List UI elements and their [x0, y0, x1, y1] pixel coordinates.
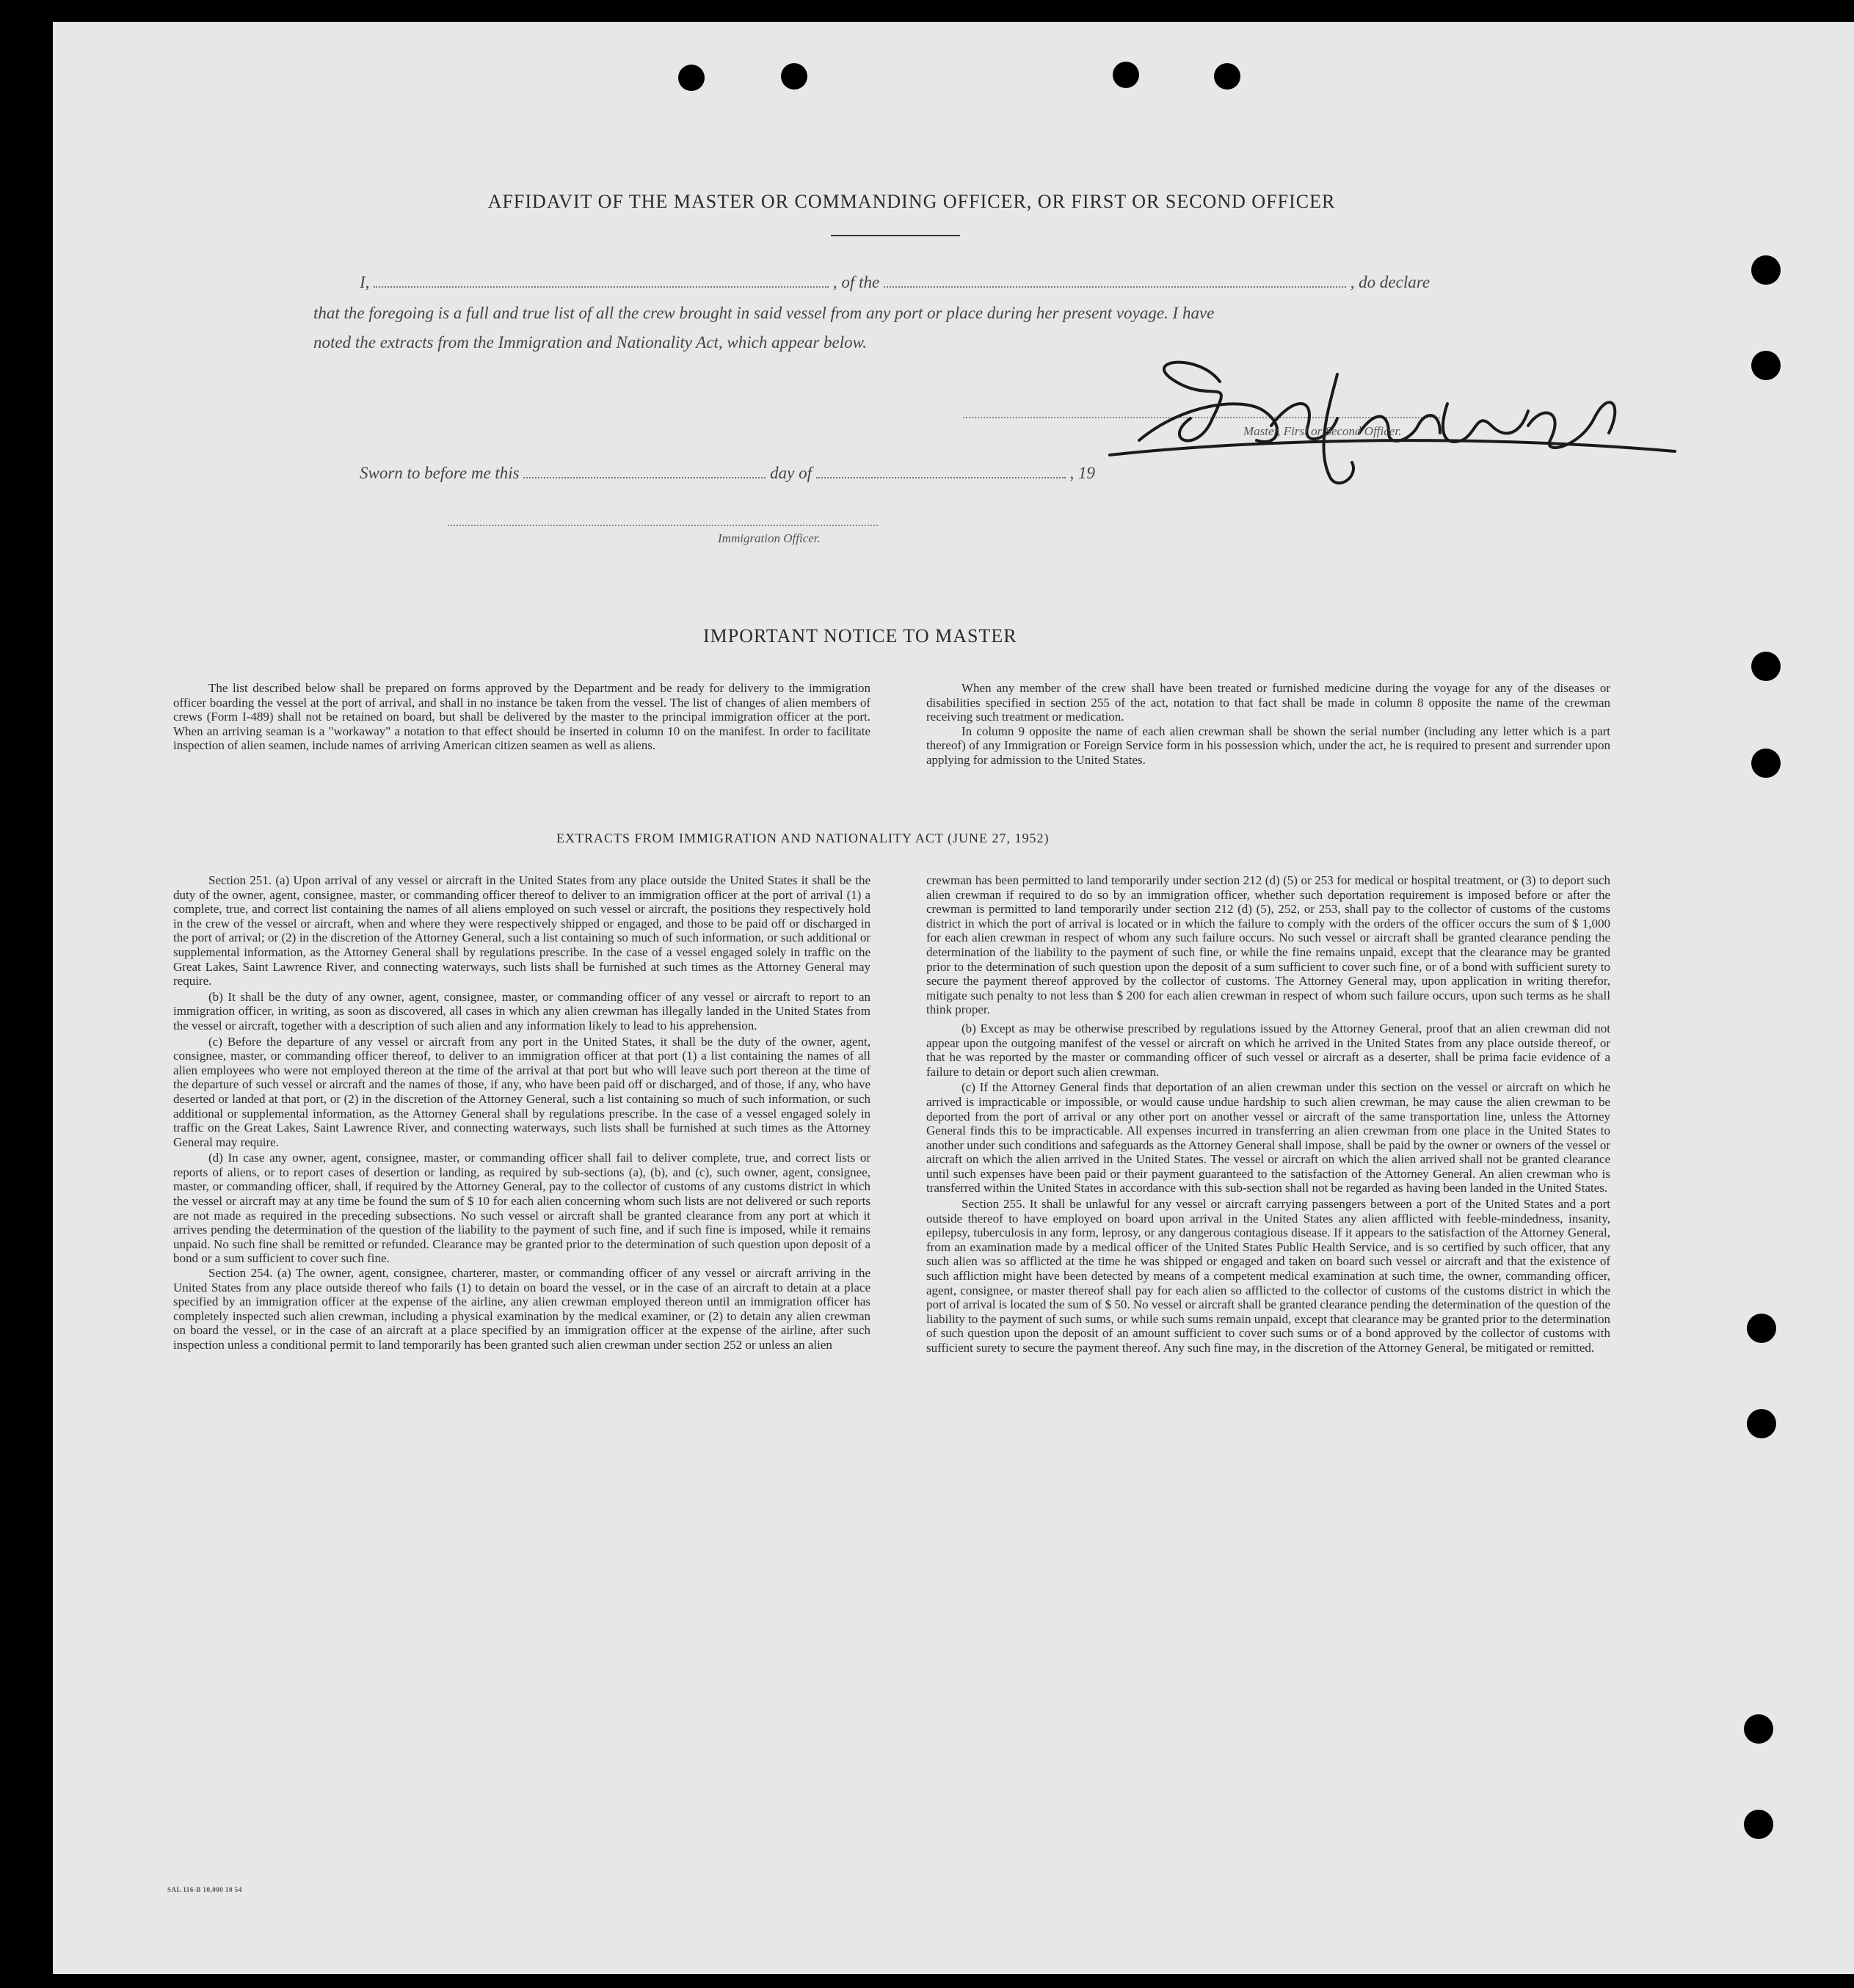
extract-paragraph: Section 254. (a) The owner, agent, consignee, charterer, master, or commanding officer of any vessel or aircraft arriving in the United States from any place outside thereof who fails (1) to detain on board the vessel, or in the case of an aircraft to detain at a place specified by an immigration officer at the expense of the airline, any alien crewman employed thereon until an immigration officer has completely inspected such alien crewman, including a physical examination by the medical examiner, or (2) to detain any alien crewman on board the vessel, or in the case of an aircraft at a place specified by an immigration officer at the expense of the airline, after such inspection unless a conditional permit to land temporarily has been granted such alien crewman under section 252 or unless an alien [173, 1266, 870, 1352]
extract-paragraph: Section 255. It shall be unlawful for any vessel or aircraft carrying passengers between a port of the United States and a port outside thereof to have employed on board upon arrival in the United States any alien afflicted with feeble-mindedness, insanity, epilepsy, tuberculosis in any form, leprosy, or any dangerous contagious disease. If it appears to the satisfaction of the Attorney General, from an examination made by a medical officer of the United States Public Health Service, and is so certified by such officer, that any such alien was so afflicted at the time he was shipped or engaged and taken on board such vessel or aircraft and that the existence of such affliction might have been detected by means of a competent medical examination at such time, the owner, commanding officer, agent, consignee, or master thereof shall pay for each alien so afflicted to the collector of customs of the customs district in which the port of arrival is located the sum of $ 50. No vessel or aircraft shall be granted clearance pending the determination of the question of the liability to the payment of such sums, or while such sums remain unpaid, except that clearance may be granted prior to the determination of such question upon the deposit of an amount sufficient to cover such sums or of a bond approved by the collector of customs with sufficient surety to secure the payment thereof. Any such fine may, in the discretion of the Attorney General, be mitigated or remitted. [926, 1197, 1610, 1355]
affidavit-line-2: that the foregoing is a full and true list of all the crew brought in said vessel from any port or place during her present voyage. I have [313, 304, 1215, 322]
of-the-label: , of the [832, 273, 880, 291]
affidavit-title: AFFIDAVIT OF THE MASTER OR COMMANDING OFFICER, OR FIRST OR SECOND OFFICER [487, 191, 1336, 212]
affidavit-line-3: noted the extracts from the Immigration and Nationality Act, which appear below. [313, 333, 868, 352]
i-label: I, [360, 273, 370, 291]
signature-caption: Master, First or Second Officer. [1243, 424, 1402, 438]
punch-hole [1751, 749, 1781, 778]
document-page [53, 22, 1854, 1974]
day-blank [523, 474, 766, 478]
punch-hole [1747, 1314, 1776, 1343]
notice-paragraph: In column 9 opposite the name of each alien crewman shall be shown the serial number (including any letter which is a part thereof) of any Immigration or Foreign Service form in his possession which, under the act, he is required to present and surrender upon applying for admission to the United States. [926, 724, 1610, 767]
name-blank [374, 283, 829, 288]
punch-hole [1751, 255, 1781, 285]
extract-paragraph: (c) Before the departure of any vessel or aircraft from any port in the United States, it shall be the duty of the owner, agent, consignee, master, or commanding officer thereof, to deliver to an immigration officer at that port (1) a list containing the names of all alien employees who were not employed thereon at the time of the arrival at that port but who will leave such port thereon at the time of the departure of such vessel or aircraft and the names of those, if any, who have been paid off or discharged, and of those, if any, who have deserted or landed at that port, or (2) in the discretion of the Attorney General, such a list containing so much of such information, or such additional or supplemental information, as the Attorney General shall by regulations prescribe. In the case of a vessel engaged solely in traffic on the Great Lakes, Saint Lawrence River, and connecting waterways, such lists shall be furnished at such times as the Attorney General may require. [173, 1034, 870, 1149]
punch-hole [1751, 351, 1781, 380]
extract-paragraph: (b) It shall be the duty of any owner, agent, consignee, master, or commanding officer of any vessel or aircraft to report to an immigration officer, in writing, as soon as discovered, all cases in which any alien crewman has illegally landed in the United States from the vessel or aircraft, together with a description of such alien and any information likely to lead to his apprehension. [173, 989, 870, 1033]
notice-right-column [926, 681, 1610, 768]
punch-hole [1113, 62, 1139, 88]
notice-paragraph: The list described below shall be prepared on forms approved by the Department and be ready for delivery to the immigration officer boarding the vessel at the port of arrival, and shall in no instance be taken from the vessel. The list of changes of alien members of crews (Form I-489) shall not be retained on board, but shall be delivered by the master to the principal immigration officer at the port. When an arriving seaman is a "workaway" a notation to that effect should be inserted in column 10 on the manifest. In order to facilitate inspection of alien seamen, include names of arriving American citizen seamen as well as aliens. [173, 681, 870, 753]
year-label: , 19 [1069, 464, 1095, 482]
extract-paragraph: (b) Except as may be otherwise prescribed by regulations issued by the Attorney General, proof that an alien crewman did not appear upon the outgoing manifest of the vessel or aircraft on which he arrived in the United States from any place outside thereof, or that he was reported by the master or commanding officer of such vessel or aircraft as a deserter, shall be prima facie evidence of a failure to detain or deport such alien crewman. [926, 1021, 1610, 1079]
vessel-blank [884, 283, 1346, 288]
sworn-line [360, 464, 1095, 483]
punch-hole [781, 63, 807, 90]
extract-paragraph: Section 251. (a) Upon arrival of any vessel or aircraft in the United States from any place outside the United States it shall be the duty of the owner, agent, consignee, master, or commanding officer thereof to deliver to an immigration officer at the port of arrival (1) a complete, true, and correct list containing the names of all aliens employed on such vessel or aircraft, the positions they respectively hold in the crew of the vessel or aircraft, when and where they were respectively shipped or engaged, and those to be paid off or discharged in the port of arrival; or (2) in the discretion of the Attorney General, such a list containing so much of such information, or such additional or supplemental information, as the Attorney General shall by regulations prescribe. In the case of a vessel engaged solely in traffic on the Great Lakes, Saint Lawrence River, and connecting waterways, such lists shall be furnished at such times as the Attorney General may require. [173, 873, 870, 988]
sworn-label: Sworn to before me this [360, 464, 520, 482]
affidavit-line-1 [360, 273, 1430, 292]
do-declare-label: , do declare [1350, 273, 1431, 291]
punch-hole [1744, 1714, 1773, 1744]
extracts-right-column [926, 873, 1610, 1355]
month-blank [816, 474, 1066, 478]
extract-paragraph: crewman has been permitted to land temporarily under section 212 (d) (5) or 253 for medical or hospital treatment, or (3) to deport such alien crewman if required to do so by an immigration officer, whether such deportation requirement is imposed before or after the crewman is permitted to land temporarily under section 212 (d) (5), 252, or 253, shall pay to the collector of customs of the customs district in which the port of arrival is located or in which the failure to comply with the orders of the officer occurs the sum of $ 1,000 for each alien crewman in respect of whom any such failure occurs. No such vessel or aircraft shall be granted clearance pending the determination of the liability to the payment of such fine, or while the fine remains unpaid, except that the clearance may be granted prior to the determination of such question upon the deposit of a sum sufficient to cover such fine, or of a bond with sufficient surety to secure the payment thereof approved by the collector of customs. The Attorney General may, upon application in writing therefor, mitigate such penalty to not less than $ 200 for each alien crewman in respect of whom such failure occurs, upon such terms as he shall think proper. [926, 873, 1610, 1017]
day-of-label: day of [770, 464, 812, 482]
punch-hole [1744, 1810, 1773, 1839]
immigration-officer-caption: Immigration Officer. [718, 531, 821, 545]
punch-hole [1214, 63, 1240, 90]
punch-hole [1747, 1409, 1776, 1438]
extract-paragraph: (c) If the Attorney General finds that deportation of an alien crewman under this section on the vessel or aircraft on which he arrived is impracticable or impossible, or would cause undue hardship to such alien crewman, he may cause the alien crewman to be deported from the port of arrival or any other port on another vessel or aircraft of the same transportation line, unless the Attorney General finds this to be impracticable. All expenses incurred in transferring an alien crewman from one place in the United States to another under such conditions and safeguards as the Attorney General shall impose, shall be paid by the owner or owners of the vessel or aircraft on which the alien arrived in the United States. The vessel or aircraft on which the alien arrived shall not be granted clearance until such expenses have been paid or their payment guaranteed to the satisfaction of the Attorney General. An alien crewman who is transferred within the United States in accordance with this sub-section shall not be regarded as having been landed in the United States. [926, 1080, 1610, 1195]
handwritten-signature [1095, 330, 1682, 506]
form-code: SAL 116-B 10,000 10 54 [167, 1886, 242, 1893]
notice-title: IMPORTANT NOTICE TO MASTER [703, 625, 1017, 647]
title-rule [831, 235, 960, 236]
immigration-officer-line [448, 525, 878, 526]
punch-hole [678, 65, 705, 91]
extracts-left-column [173, 873, 870, 1352]
extract-paragraph: (d) In case any owner, agent, consignee, master, or commanding officer shall fail to deliver complete, true, and correct lists or reports of aliens, or to report cases of desertion or landing, as required by sub-sections (a), (b), and (c), such owner, agent, consignee, master, or commanding officer, shall, if required by the Attorney General, pay to the collector of customs of any customs district in which the vessel or aircraft may at any time be found the sum of $ 10 for each alien concerning whom such lists are not delivered or such reports are not made as required in the preceding subsections. No such vessel or aircraft shall be granted clearance from any port at which it arrives pending the determination of the question of the liability to the payment of such fine, and if such fine is imposed, while it remains unpaid. No such fine shall be remitted or refunded. Clearance may be granted prior to the determination of such question upon deposit of a bond or a sum sufficient to cover such fine. [173, 1151, 870, 1266]
extracts-title: EXTRACTS FROM IMMIGRATION AND NATIONALITY ACT (JUNE 27, 1952) [556, 831, 1050, 845]
notice-left-column [173, 681, 870, 753]
punch-hole [1751, 652, 1781, 681]
notice-paragraph: When any member of the crew shall have been treated or furnished medicine during the voyage for any of the diseases or disabilities specified in section 255 of the act, notation to that fact shall be made in column 8 opposite the name of the crewman receiving such treatment or medication. [926, 681, 1610, 724]
